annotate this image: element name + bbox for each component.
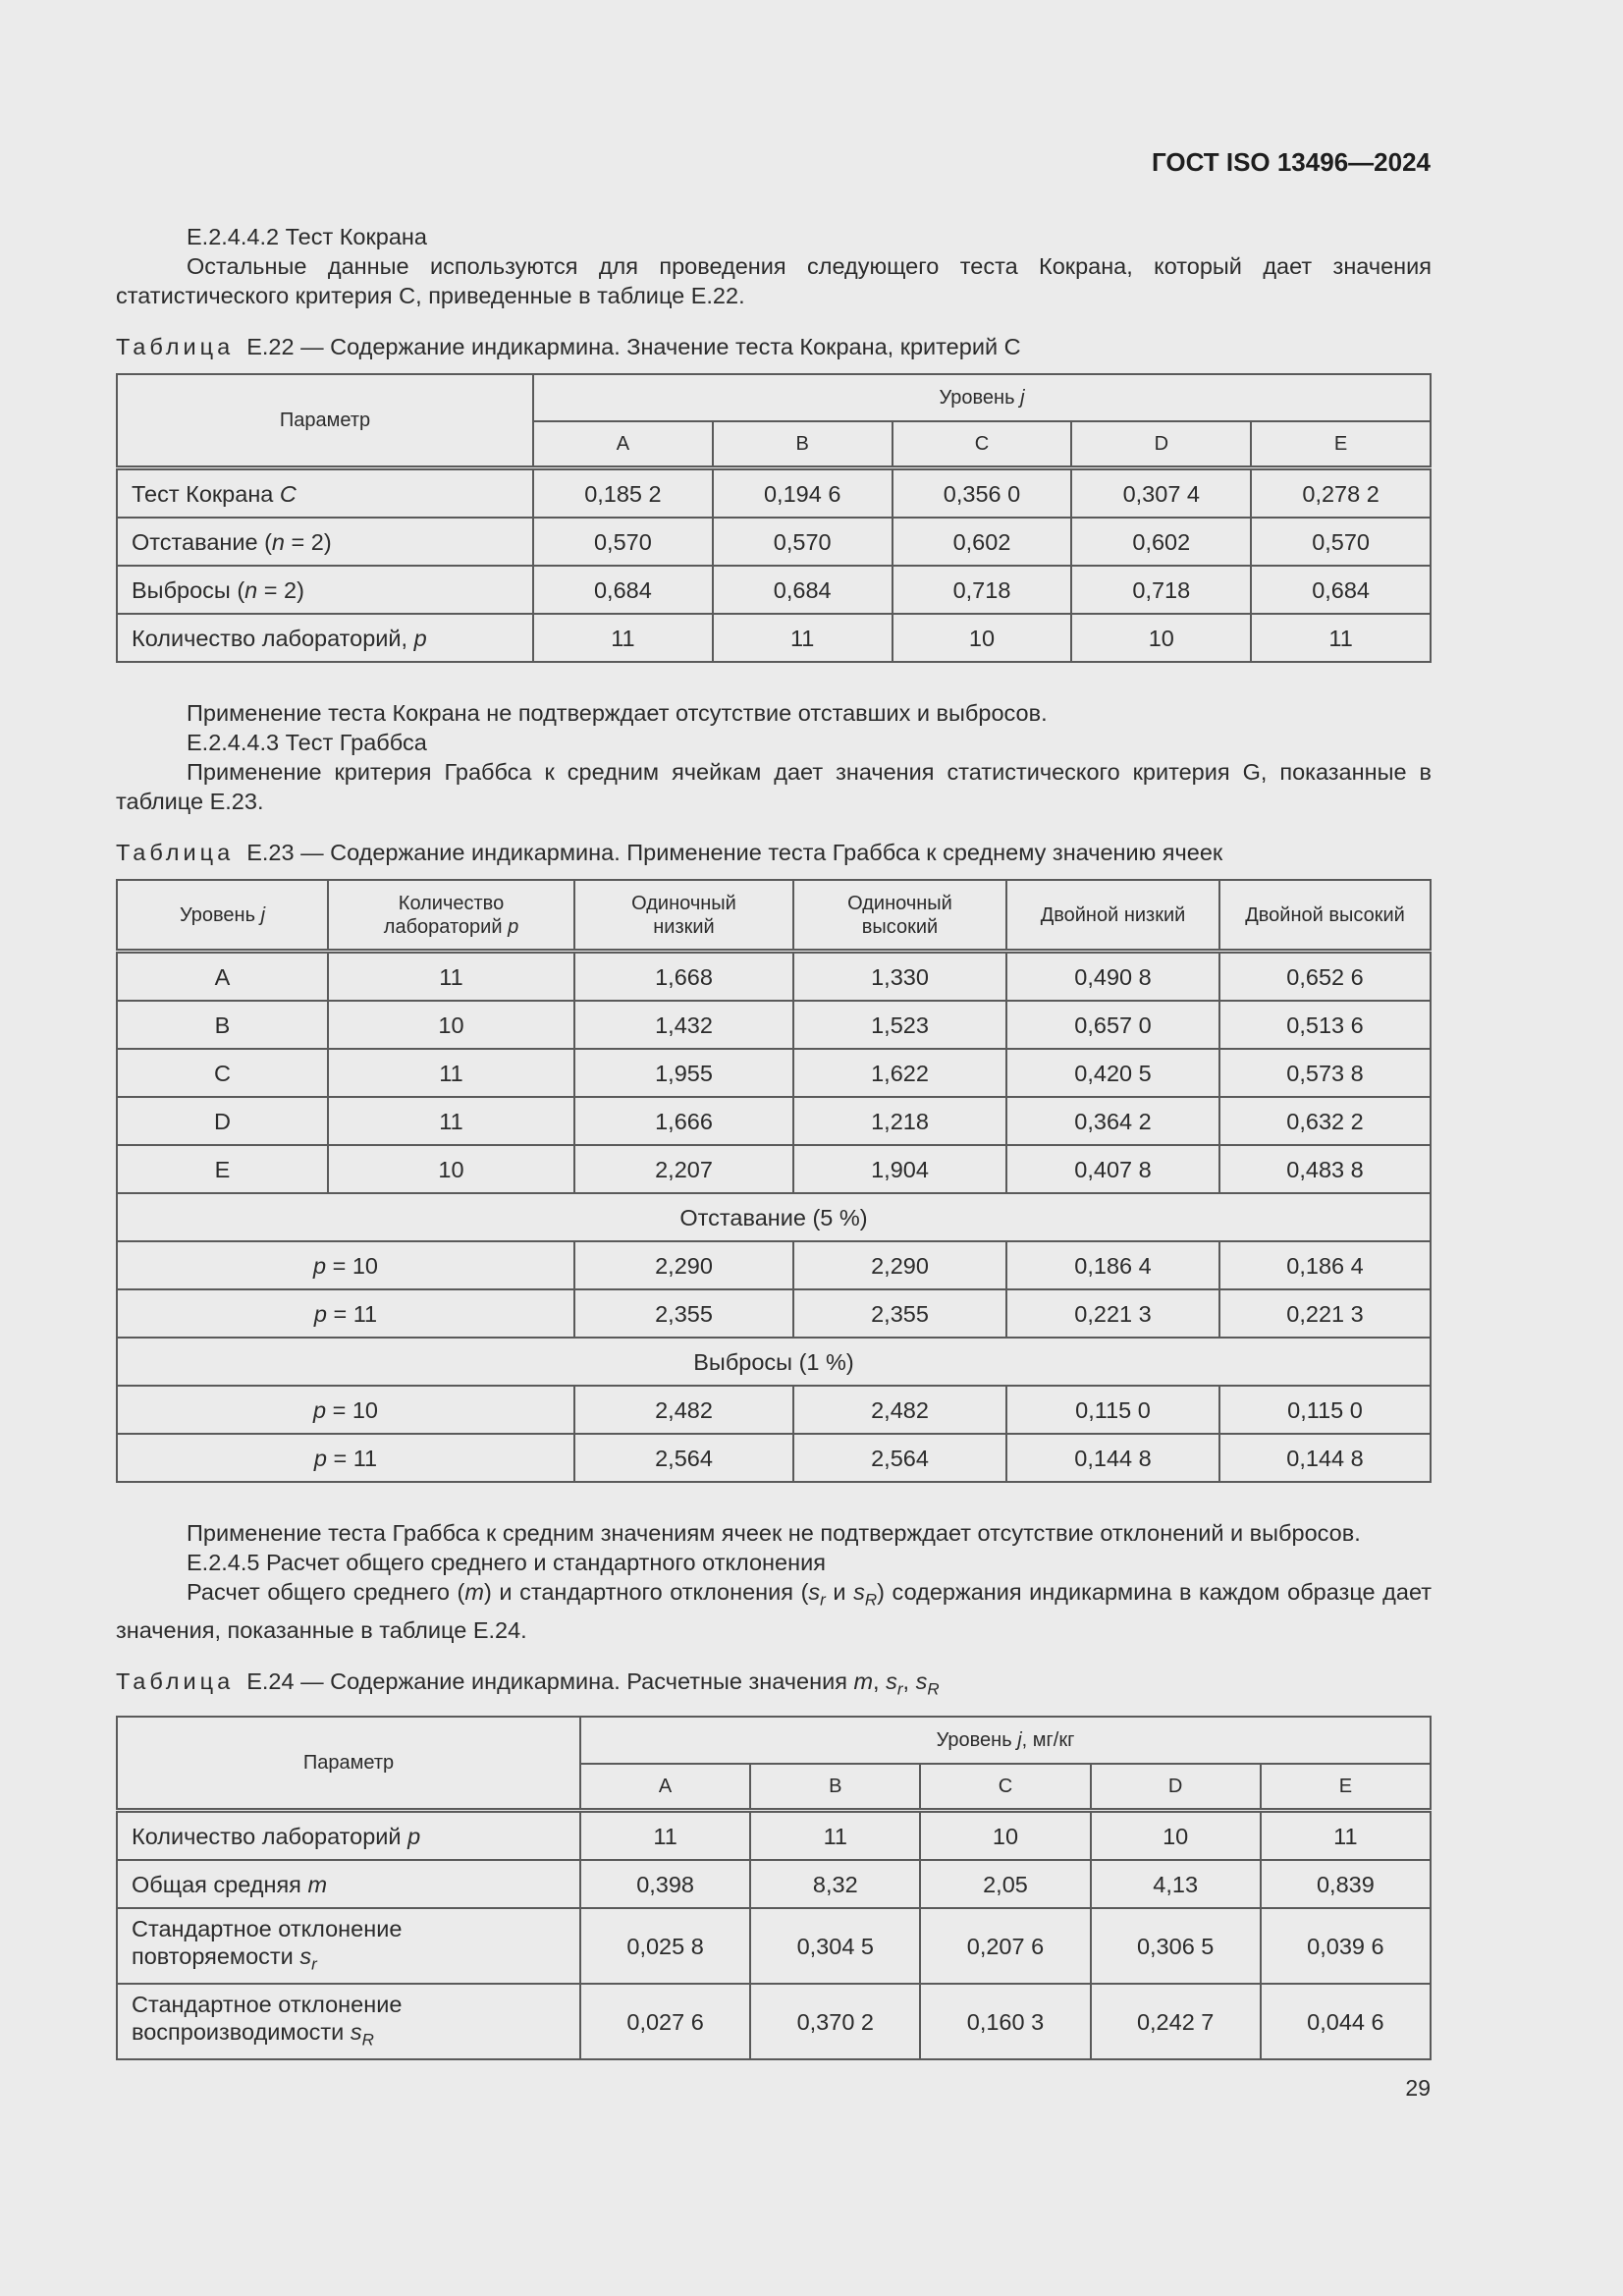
table-cell: 0,364 2 [1006,1097,1219,1145]
row-label: Стандартное отклонение повторяемости $s_r$ [117,1908,580,1984]
row-label: Тест Кокрана C [117,468,533,519]
table-cell: 0,207 6 [920,1908,1090,1984]
caption-text: Е.22 — Содержание индикармина. Значение теста Кокрана, критерий С [246,334,1021,359]
table-cell: 0,718 [1071,566,1251,614]
table-cell: 1,330 [793,952,1006,1002]
table-cell: 0,025 8 [580,1908,750,1984]
section-label-lag: Отставание (5 %) [117,1193,1431,1241]
header-single-high: Одиночный высокий [793,880,1006,952]
table-cell: С [117,1049,328,1097]
row-label: p = 10 [117,1386,574,1434]
table-cell: 0,407 8 [1006,1145,1219,1193]
paragraph-cochran-result: Применение теста Кокрана не подтверждает отсутствие отставших и выбросов. [187,700,1048,726]
table-cell: 10 [920,1811,1090,1861]
table-cell: 2,290 [574,1241,793,1289]
table-cell: 0,115 0 [1006,1386,1219,1434]
table-row [117,1386,1431,1434]
table-cell: 10 [893,614,1072,662]
header-col: А [533,421,713,468]
table-cell: 0,144 8 [1006,1434,1219,1482]
header-col: В [750,1764,920,1811]
table-row [117,1241,1431,1289]
header-labs: Количество лабораторий p [328,880,574,952]
row-label: Количество лабораторий p [117,1811,580,1861]
paragraph-grubbs-result: Применение теста Граббса к средним значениям ячеек не подтверждает отсутствие отклонений и выбросов. [187,1520,1361,1546]
table-cell: 10 [328,1001,574,1049]
table-row [117,1908,1431,1984]
header-col: D [1091,1764,1261,1811]
table-cell: 0,278 2 [1251,468,1431,519]
table-row [117,1289,1431,1338]
table-cell: 0,044 6 [1261,1984,1431,2059]
caption-label: Таблица [116,840,235,865]
header-level: Уровень j [117,880,328,952]
table-cell: 0,242 7 [1091,1984,1261,2059]
table-row [117,1984,1431,2059]
row-label: Количество лабораторий, p [117,614,533,662]
table-row [117,566,1431,614]
row-label: p = 11 [117,1434,574,1482]
section-row [117,1193,1431,1241]
caption-text: Е.23 — Содержание индикармина. Применение теста Граббса к среднему значению ячеек [246,840,1223,865]
table-cell: 1,668 [574,952,793,1002]
table-row [117,1049,1431,1097]
table-cell: 4,13 [1091,1860,1261,1908]
row-label: Общая средняя m [117,1860,580,1908]
table-cell: 1,523 [793,1001,1006,1049]
table-cell: 2,564 [793,1434,1006,1482]
table-cell: 0,221 3 [1006,1289,1219,1338]
table-cell: 0,356 0 [893,468,1072,519]
row-label: p = 11 [117,1289,574,1338]
table-cell: 11 [533,614,713,662]
section-row [117,1338,1431,1386]
table-cell: 0,144 8 [1219,1434,1431,1482]
section-heading-cochran: Е.2.4.4.2 Тест Кокрана [187,224,427,249]
table-cell: Е [117,1145,328,1193]
table-cell: 2,290 [793,1241,1006,1289]
table-cell: 0,221 3 [1219,1289,1431,1338]
table-cell: В [117,1001,328,1049]
header-col: С [920,1764,1090,1811]
table-row [117,952,1431,1002]
table-cell: 0,027 6 [580,1984,750,2059]
table-cell: 0,420 5 [1006,1049,1219,1097]
paragraph-mean: Расчет общего среднего (m) и стандартного отклонения ($s_r$ и $s_R$) содержания индикармина в каждом образце дает значения, показанные в таблице Е.24. [116,1579,1433,1643]
table-cell: D [117,1097,328,1145]
table-cell: 0,570 [713,518,893,566]
table-e22 [116,373,1432,663]
table-cell: 11 [750,1811,920,1861]
table-cell: 0,839 [1261,1860,1431,1908]
table-cell: 2,564 [574,1434,793,1482]
document-header: ГОСТ ISO 13496—2024 [1151,147,1431,177]
table-cell: 11 [328,1049,574,1097]
table-cell: 0,602 [1071,518,1251,566]
table-cell: 8,32 [750,1860,920,1908]
row-label: Стандартное отклонение воспроизводимости $s_R$ [117,1984,580,2059]
row-label: Выбросы (n = 2) [117,566,533,614]
table-cell: 0,186 4 [1006,1241,1219,1289]
table-cell: 0,194 6 [713,468,893,519]
header-level: Уровень j [533,374,1431,421]
table-cell: 11 [1261,1811,1431,1861]
header-double-low: Двойной низкий [1006,880,1219,952]
table-row [117,614,1431,662]
caption-label: Таблица [116,1667,235,1694]
table-cell: 0,632 2 [1219,1097,1431,1145]
table-cell: 2,355 [574,1289,793,1338]
table-cell: 11 [1251,614,1431,662]
header-col: Е [1251,421,1431,468]
table-cell: 10 [1091,1811,1261,1861]
paragraph-grubbs: Применение критерия Граббса к средним ячейкам дает значения статистического критерия G, показанные в таблице Е.23. [116,759,1432,814]
section-heading-mean: Е.2.4.5 Расчет общего среднего и стандартного отклонения [187,1550,826,1575]
table-e23 [116,879,1432,1483]
table-cell: 2,355 [793,1289,1006,1338]
table-cell: 0,186 4 [1219,1241,1431,1289]
table-cell: 0,483 8 [1219,1145,1431,1193]
table-cell: 2,482 [574,1386,793,1434]
header-col: А [580,1764,750,1811]
table-cell: 0,570 [1251,518,1431,566]
page-number: 29 [1405,2075,1431,2101]
table-cell: 0,684 [533,566,713,614]
table-cell: 11 [713,614,893,662]
table-row [117,1860,1431,1908]
table-cell: 0,115 0 [1219,1386,1431,1434]
table-cell: 2,207 [574,1145,793,1193]
table-row [117,468,1431,519]
table-cell: 1,666 [574,1097,793,1145]
table-cell: 1,218 [793,1097,1006,1145]
table-cell: 0,370 2 [750,1984,920,2059]
table-cell: 10 [328,1145,574,1193]
header-col: D [1071,421,1251,468]
table-cell: 2,05 [920,1860,1090,1908]
table-cell: 0,490 8 [1006,952,1219,1002]
table-cell: 0,573 8 [1219,1049,1431,1097]
table-row [117,1097,1431,1145]
header-single-low: Одиночный низкий [574,880,793,952]
header-level: Уровень j, мг/кг [580,1717,1431,1764]
table-cell: 0,657 0 [1006,1001,1219,1049]
table-e24 [116,1716,1432,2060]
table-cell: 0,306 5 [1091,1908,1261,1984]
table-caption-e24: Таблица Е.24 — Содержание индикармина. Расчетные значения m, $s_r$, $s_R$ [116,1667,940,1699]
table-cell: 1,432 [574,1001,793,1049]
header-col: Е [1261,1764,1431,1811]
table-cell: 0,684 [713,566,893,614]
table-cell: 0,304 5 [750,1908,920,1984]
table-cell: А [117,952,328,1002]
header-double-high: Двойной высокий [1219,880,1431,952]
page-content [116,222,1432,2060]
table-cell: 0,718 [893,566,1072,614]
table-cell: 0,652 6 [1219,952,1431,1002]
row-label: Отставание (n = 2) [117,518,533,566]
paragraph-cochran: Остальные данные используются для проведения следующего теста Кокрана, который дает значения статистического критерия С, приведенные в таблице Е.22. [116,253,1432,308]
caption-text: Е.24 — Содержание индикармина. Расчетные значения [246,1667,854,1694]
caption-label: Таблица [116,334,235,359]
table-cell: 1,904 [793,1145,1006,1193]
table-cell: 2,482 [793,1386,1006,1434]
table-row [117,518,1431,566]
header-col: С [893,421,1072,468]
table-cell: 11 [328,1097,574,1145]
table-cell: 0,684 [1251,566,1431,614]
table-cell: 0,039 6 [1261,1908,1431,1984]
table-cell: 0,570 [533,518,713,566]
table-cell: 10 [1071,614,1251,662]
table-cell: 0,185 2 [533,468,713,519]
table-row [117,1001,1431,1049]
header-parameter: Параметр [117,374,533,468]
table-cell: 0,513 6 [1219,1001,1431,1049]
header-col: В [713,421,893,468]
section-label-outliers: Выбросы (1 %) [117,1338,1431,1386]
table-cell: 1,955 [574,1049,793,1097]
row-label: p = 10 [117,1241,574,1289]
table-cell: 0,398 [580,1860,750,1908]
section-heading-grubbs: Е.2.4.4.3 Тест Граббса [187,730,427,755]
table-cell: 0,602 [893,518,1072,566]
table-caption-e23 [116,838,1432,867]
table-cell: 0,307 4 [1071,468,1251,519]
header-parameter: Параметр [117,1717,580,1811]
table-cell: 11 [580,1811,750,1861]
table-cell: 11 [328,952,574,1002]
table-row [117,1145,1431,1193]
table-cell: 0,160 3 [920,1984,1090,2059]
table-row [117,1811,1431,1861]
table-caption-e22 [116,332,1432,361]
table-row [117,1434,1431,1482]
table-cell: 1,622 [793,1049,1006,1097]
